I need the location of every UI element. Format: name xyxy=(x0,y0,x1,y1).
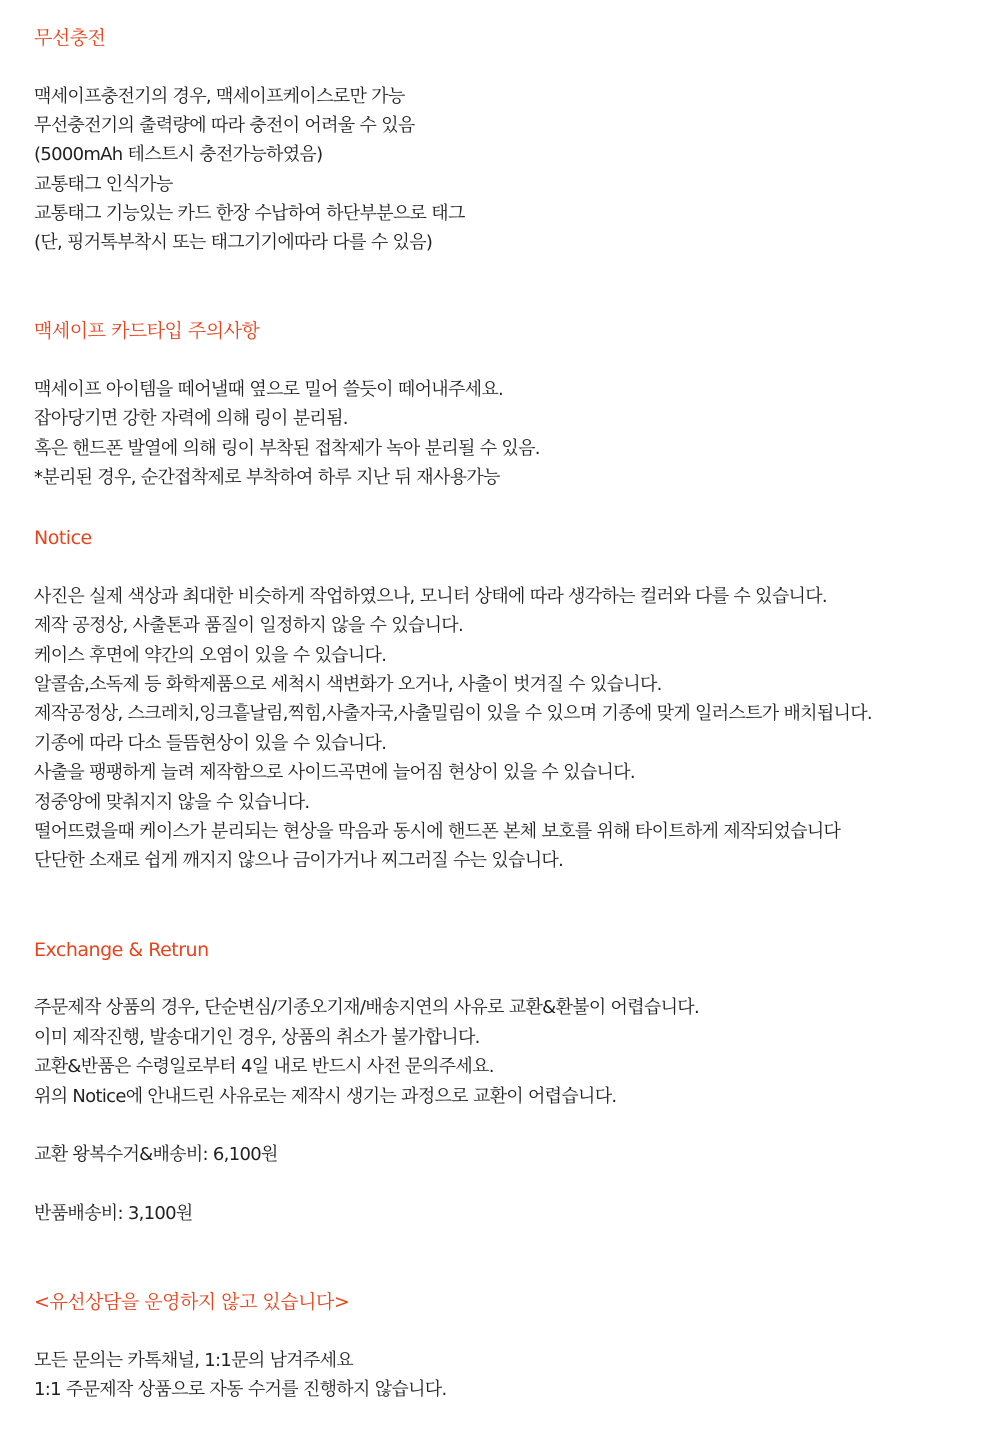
text-line: 제작 공정상, 사출톤과 품질이 일정하지 않을 수 있습니다. xyxy=(34,615,464,636)
text-line: 잡아당기면 강한 자력에 의해 링이 분리됨. xyxy=(34,408,348,429)
text-line: 사진은 실제 색상과 최대한 비슷하게 작업하였으나, 모니터 상태에 따라 생각하는 컬러와 다를 수 있습니다. xyxy=(34,586,827,607)
text-line: *분리된 경우, 순간접착제로 부착하여 하루 지난 뒤 재사용가능 xyxy=(34,467,500,488)
text-line: (5000mAh 테스트시 충전가능하였음) xyxy=(34,144,323,165)
section-heading-notice: Notice xyxy=(34,527,92,549)
text-line: 기종에 따라 다소 들뜸현상이 있을 수 있습니다. xyxy=(34,733,387,754)
text-line: (단, 핑거톡부착시 또는 태그기기에따라 다를 수 있음) xyxy=(34,232,433,253)
text-line: 주문제작 상품의 경우, 단순변심/기종오기재/배송지연의 사유로 교환&환불이 어렵습니다. xyxy=(34,997,700,1018)
text-line: 정중앙에 맞춰지지 않을 수 있습니다. xyxy=(34,792,310,813)
text-line: 교통태그 인식가능 xyxy=(34,174,173,195)
text-line: 모든 문의는 카톡채널, 1:1문의 남겨주세요 xyxy=(34,1350,353,1371)
exchange-shipping-fee: 교환 왕복수거&배송비: 6,100원 xyxy=(34,1144,278,1165)
text-line: 위의 Notice에 안내드린 사유로는 제작시 생기는 과정으로 교환이 어렵습니다. xyxy=(34,1086,617,1107)
text-line: 맥세이프 아이템을 떼어낼때 옆으로 밀어 쓸듯이 떼어내주세요. xyxy=(34,379,504,400)
section-heading-exchange-return: Exchange & Retrun xyxy=(34,939,209,961)
section-heading-wireless-charging: 무선충전 xyxy=(34,27,106,49)
text-line: 케이스 후면에 약간의 오염이 있을 수 있습니다. xyxy=(34,645,387,666)
text-line: 알콜솜,소독제 등 화학제품으로 세척시 색변화가 오거나, 사출이 벗겨질 수 있습니다. xyxy=(34,674,662,695)
text-line: 맥세이프충전기의 경우, 맥세이프케이스로만 가능 xyxy=(34,86,405,107)
text-line: 이미 제작진행, 발송대기인 경우, 상품의 취소가 불가합니다. xyxy=(34,1027,480,1048)
text-line: 교통태그 기능있는 카드 한장 수납하여 하단부분으로 태그 xyxy=(34,203,465,224)
text-line: 1:1 주문제작 상품으로 자동 수거를 진행하지 않습니다. xyxy=(34,1379,447,1400)
return-shipping-fee: 반품배송비: 3,100원 xyxy=(34,1203,193,1224)
text-line: 무선충전기의 출력량에 따라 충전이 어려울 수 있음 xyxy=(34,115,415,136)
text-line: 단단한 소재로 쉽게 깨지지 않으나 금이가거나 찌그러질 수는 있습니다. xyxy=(34,850,564,871)
section-heading-magsafe-card-caution: 맥세이프 카드타입 주의사항 xyxy=(34,320,260,342)
text-line: 교환&반품은 수령일로부터 4일 내로 반드시 사전 문의주세요. xyxy=(34,1056,494,1077)
text-line: 혹은 핸드폰 발열에 의해 링이 부착된 접착제가 녹아 분리될 수 있음. xyxy=(34,438,540,459)
text-line: 사출을 팽팽하게 늘려 제작함으로 사이드곡면에 늘어짐 현상이 있을 수 있습니다. xyxy=(34,762,635,783)
text-line: 떨어뜨렸을때 케이스가 분리되는 현상을 막음과 동시에 핸드폰 본체 보호를 위해 타이트하게 제작되었습니다 xyxy=(34,821,841,842)
section-heading-no-phone-support: <유선상담을 운영하지 않고 있습니다> xyxy=(34,1291,350,1313)
text-line: 제작공정상, 스크레치,잉크흩날림,찍힘,사출자국,사출밀림이 있을 수 있으며 기종에 맞게 일러스트가 배치됩니다. xyxy=(34,703,872,724)
